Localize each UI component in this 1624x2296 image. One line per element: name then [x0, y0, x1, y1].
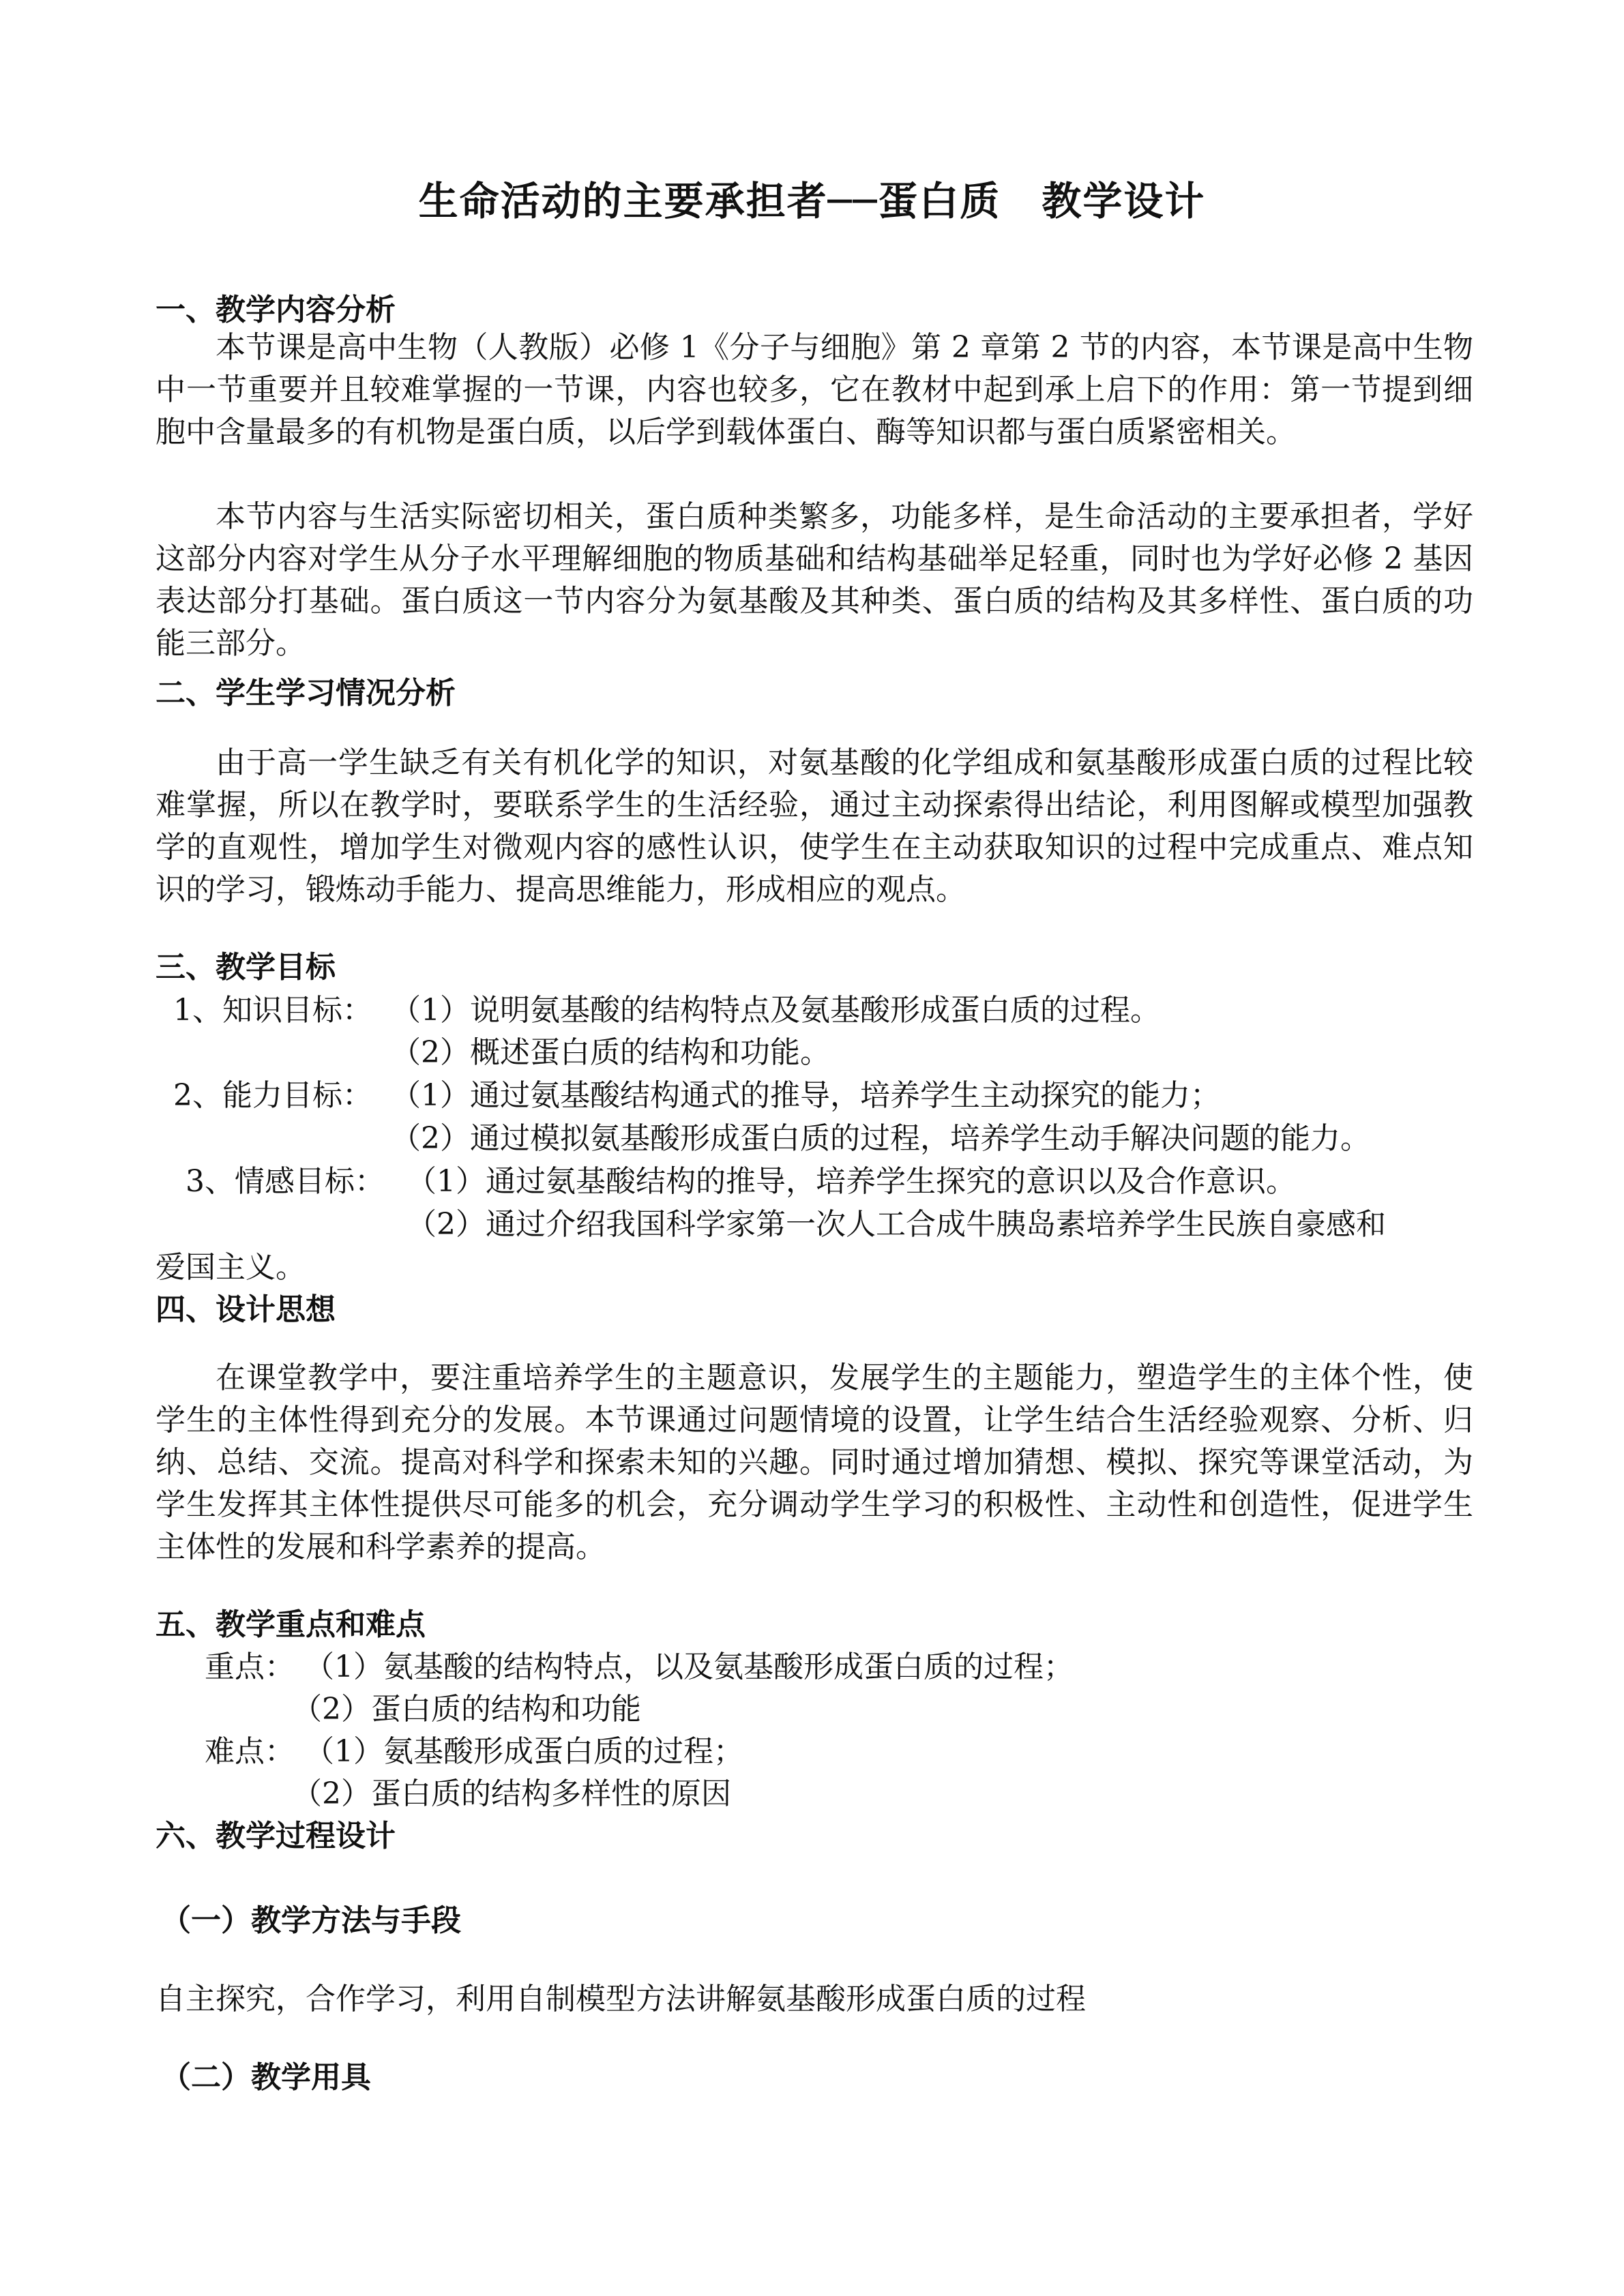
subheading-teaching-tools: （二）教学用具: [161, 2060, 371, 2095]
key-point-1: （1）氨基酸的结构特点，以及氨基酸形成蛋白质的过程；: [304, 1650, 1074, 1684]
document-title: 生命活动的主要承担者──蛋白质 教学设计: [418, 178, 1206, 224]
key-point-2: （2）蛋白质的结构和功能: [292, 1692, 641, 1727]
key-point-label: 重点：: [205, 1650, 295, 1684]
objective-ability-label: 2、能力目标：: [173, 1078, 372, 1113]
paragraph-content-analysis-1: 本节课是高中生物（人教版）必修 1《分子与细胞》第 2 章第 2 节的内容，本节课是高中生物中一节重要并且较难掌握的一节课，内容也较多，它在教材中起到承上启下的作用：第一节提到细胞中含量最多的有机物是蛋白质，以后学到载体蛋白、酶等知识都与蛋白质紧密相关。: [156, 330, 1473, 449]
subheading-methods: （一）教学方法与手段: [161, 1903, 461, 1938]
difficult-point-label: 难点：: [205, 1734, 295, 1769]
section-heading-teaching-objectives: 三、教学目标: [156, 950, 336, 985]
objective-ability-1: （1）通过氨基酸结构通式的推导，培养学生主动探究的能力；: [391, 1078, 1220, 1113]
section-heading-process-design: 六、教学过程设计: [156, 1819, 396, 1853]
paragraph-design-idea: 在课堂教学中，要注重培养学生的主题意识，发展学生的主题能力，塑造学生的主体个性，使学生的主体性得到充分的发展。本节课通过问题情境的设置，让学生结合生活经验观察、分析、归纳、总结、交流。提高对科学和探索未知的兴趣。同时通过增加猜想、模拟、探究等课堂活动，为学生发挥其主体性提供尽可能多的机会，充分调动学生学习的积极性、主动性和创造性，促进学生主体性的发展和科学素养的提高。: [156, 1360, 1473, 1564]
paragraph-methods: 自主探究，合作学习，利用自制模型方法讲解氨基酸形成蛋白质的过程: [156, 1982, 1086, 2016]
difficult-point-2: （2）蛋白质的结构多样性的原因: [292, 1776, 731, 1811]
objective-knowledge-1: （1）说明氨基酸的结构特点及氨基酸形成蛋白质的过程。: [391, 993, 1160, 1028]
objective-emotion-label: 3、情感目标：: [186, 1164, 385, 1199]
section-heading-key-difficult: 五、教学重点和难点: [156, 1607, 426, 1642]
objective-ability-2: （2）通过模拟氨基酸形成蛋白质的过程，培养学生动手解决问题的能力。: [391, 1121, 1370, 1156]
objective-emotion-1: （1）通过氨基酸结构的推导，培养学生探究的意识以及合作意识。: [407, 1164, 1296, 1199]
section-heading-student-analysis: 二、学生学习情况分析: [156, 676, 456, 711]
paragraph-student-analysis: 由于高一学生缺乏有关有机化学的知识，对氨基酸的化学组成和氨基酸形成蛋白质的过程比较难掌握，所以在教学时，要联系学生的生活经验，通过主动探索得出结论，利用图解或模型加强教学的直观性，增加学生对微观内容的感性认识，使学生在主动获取知识的过程中完成重点、难点知识的学习，锻炼动手能力、提高思维能力，形成相应的观点。: [156, 745, 1473, 907]
objective-emotion-2-continued: 爱国主义。: [156, 1250, 306, 1285]
section-heading-design-idea: 四、设计思想: [156, 1292, 336, 1327]
difficult-point-1: （1）氨基酸形成蛋白质的过程；: [304, 1734, 743, 1769]
paragraph-content-analysis-2: 本节内容与生活实际密切相关，蛋白质种类繁多，功能多样，是生命活动的主要承担者，学好这部分内容对学生从分子水平理解细胞的物质基础和结构基础举足轻重，同时也为学好必修 2 基因表达部分打基础。蛋白质这一节内容分为氨基酸及其种类、蛋白质的结构及其多样性、蛋白质的功能三部分。: [156, 499, 1473, 661]
objective-knowledge-2: （2）概述蛋白质的结构和功能。: [391, 1035, 830, 1070]
section-heading-content-analysis: 一、教学内容分析: [156, 293, 396, 327]
objective-knowledge-label: 1、知识目标：: [173, 993, 372, 1028]
objective-emotion-2: （2）通过介绍我国科学家第一次人工合成牛胰岛素培养学生民族自豪感和: [407, 1207, 1386, 1242]
